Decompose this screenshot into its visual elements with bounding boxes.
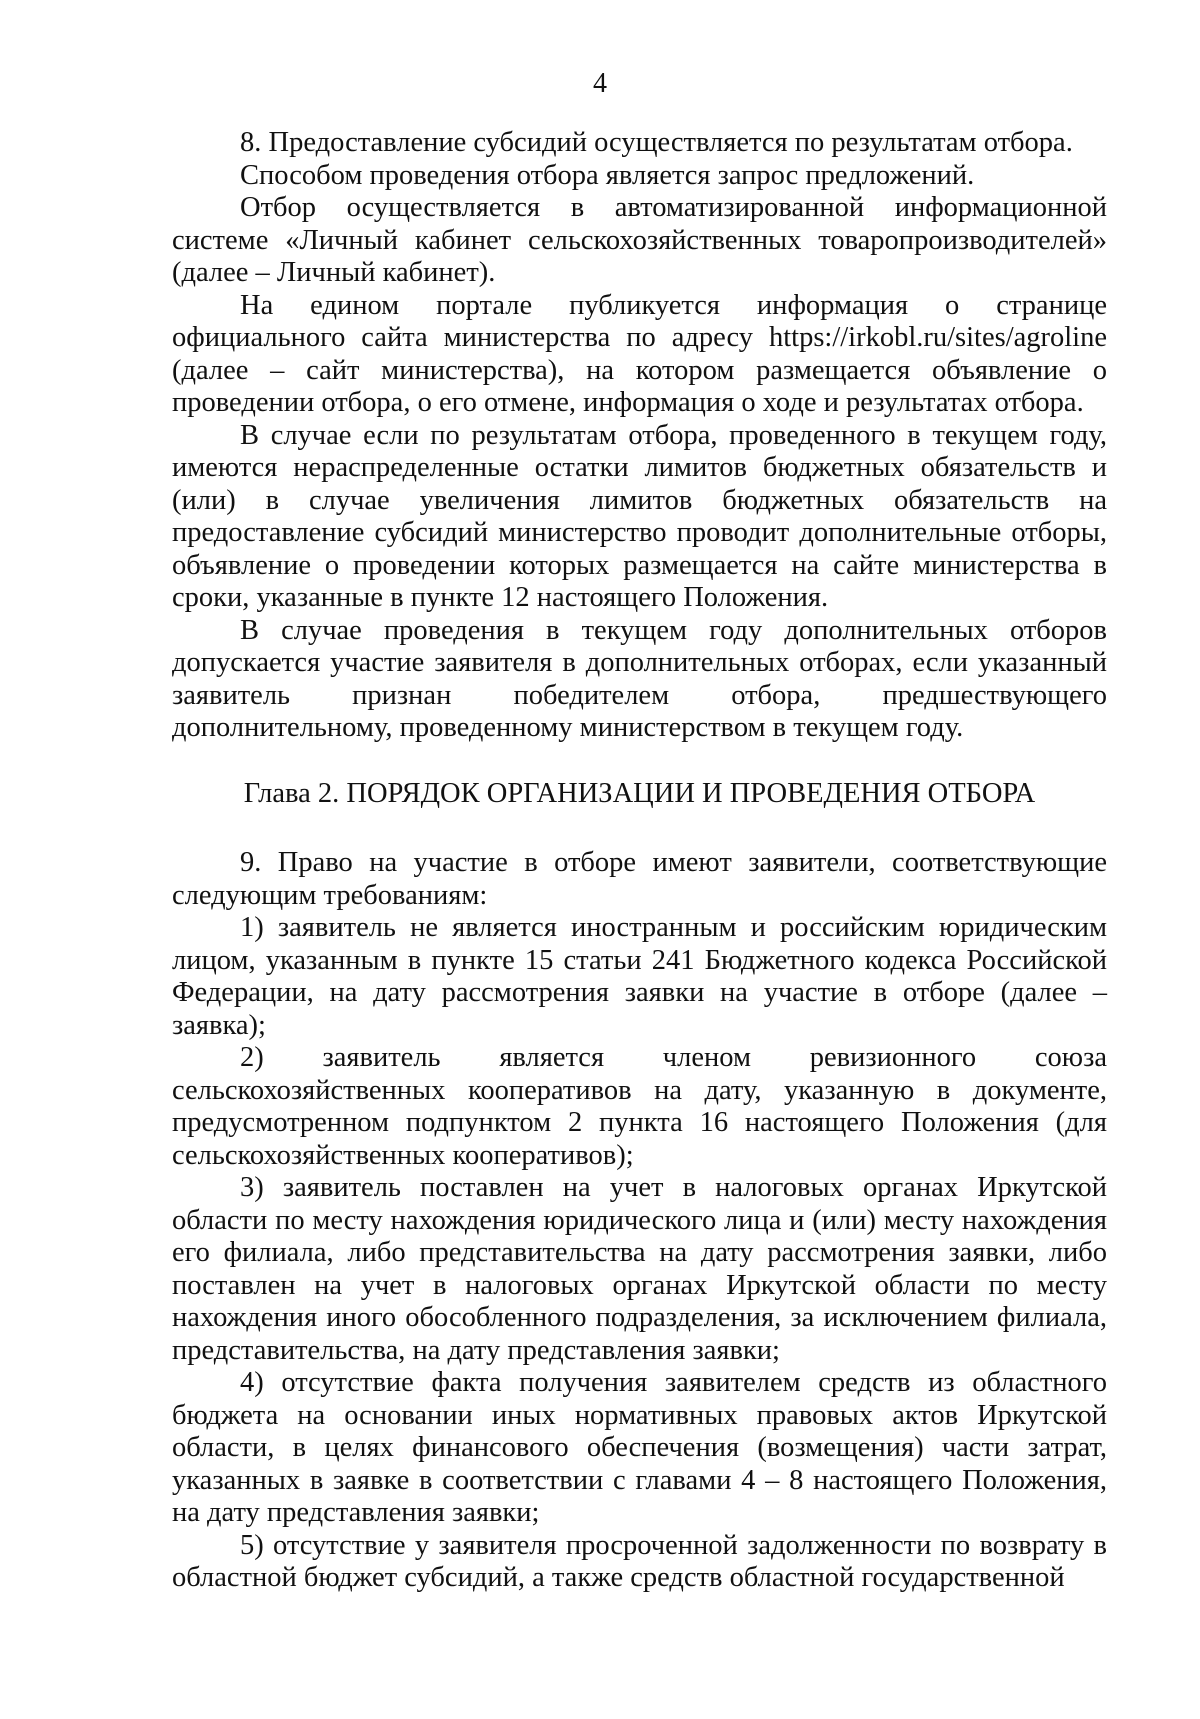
list-item: 4) отсутствие факта получения заявителем средств из областного бюджета на основании иных нормативных правовых актов Иркутской области, в целях финансового обеспечения (возмещения) части затрат, указанных в заявке в соответствии с главами 4 – 8 настоящего Положения, на дату представления заявки; xyxy=(172,1367,1107,1528)
chapter-heading: Глава 2. ПОРЯДОК ОРГАНИЗАЦИИ И ПРОВЕДЕНИЯ ОТБОРА xyxy=(243,778,1036,809)
page-number: 4 xyxy=(593,68,607,99)
section-paragraphs-2 xyxy=(172,847,1107,1595)
list-item: 2) заявитель является членом ревизионного союза сельскохозяйственных кооперативов на дату, указанную в документе, предусмотренном подпунктом 2 пункта 16 настоящего Положения (для сельскохозяйственных кооперативов); xyxy=(172,1042,1107,1171)
paragraph: В случае если по результатам отбора, проведенного в текущем году, имеются нераспределенные остатки лимитов бюджетных обязательств и (или) в случае увеличения лимитов бюджетных обязательств на предоставление субсидий министерство проводит дополнительные отборы, объявление о проведении которых размещается на сайте министерства в сроки, указанные в пункте 12 настоящего Положения. xyxy=(172,419,1107,613)
paragraph: На едином портале публикуется информация о странице официального сайта министерства по адресу https://irkobl.ru/sites/agroline (далее – сайт министерства), на котором размещается объявление о проведении отбора, о его отмене, информация о ходе и результатах отбора. xyxy=(172,289,1107,418)
paragraph: Способом проведения отбора является запрос предложений. xyxy=(240,159,975,191)
paragraph: 9. Право на участие в отборе имеют заявители, соответствующие следующим требованиям: xyxy=(172,847,1107,911)
list-item: 5) отсутствие у заявителя просроченной задолженности по возврату в областной бюджет субсидий, а также средств областной государственной xyxy=(172,1529,1107,1593)
paragraph: В случае проведения в текущем году дополнительных отборов допускается участие заявителя в дополнительных отборах, если указанный заявитель признан победителем отбора, предшествующего дополнительному, проведенному министерством в текущем году. xyxy=(172,614,1107,743)
paragraph: 8. Предоставление субсидий осуществляется по результатам отбора. xyxy=(240,127,1073,158)
list-item: 1) заявитель не является иностранным и российским юридическим лицом, указанным в пункте 15 статьи 241 Бюджетного кодекса Российской Федерации, на дату рассмотрения заявки на участие в отборе (далее – заявка); xyxy=(172,912,1107,1041)
paragraph: Отбор осуществляется в автоматизированной информационной системе «Личный кабинет сельскохозяйственных товаропроизводителей» (далее – Личный кабинет). xyxy=(172,192,1107,288)
section-paragraphs-1 xyxy=(172,127,1107,745)
list-item: 3) заявитель поставлен на учет в налоговых органах Иркутской области по месту нахождения юридического лица и (или) месту нахождения его филиала, либо представительства на дату рассмотрения заявки, либо поставлен на учет в налоговых органах Иркутской области по месту нахождения иного обособленного подразделения, за исключением филиала, представительства, на дату представления заявки; xyxy=(172,1172,1107,1366)
